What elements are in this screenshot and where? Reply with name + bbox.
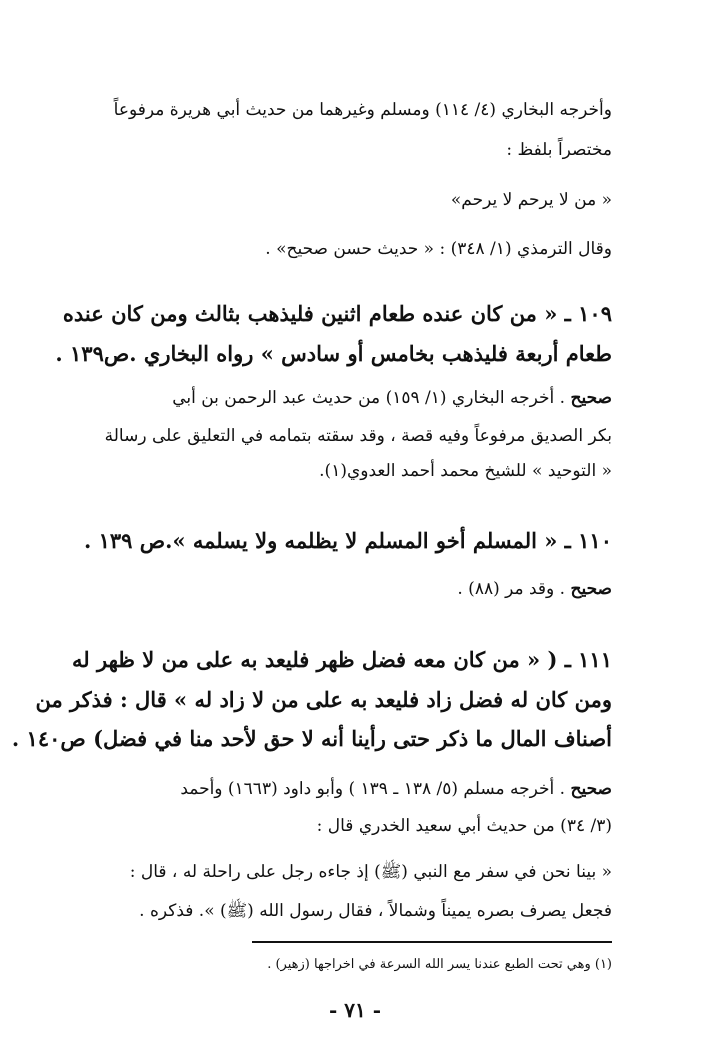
text-line: وأخرجه البخاري (٤/ ١١٤) ومسلم وغيرهما من حديث أبي هريرة مرفوعاً	[113, 100, 612, 120]
grading-label: صحيح	[570, 779, 612, 799]
grading-text: . وقد مر (٨٨) .	[457, 579, 571, 599]
grading-line	[80, 774, 612, 804]
text-line: مختصراً بلفظ :	[506, 140, 612, 160]
quote-line: « بينا نحن في سفر مع النبي (ﷺ) إذ جاءه رجل على راحلة له ، قال :	[129, 862, 612, 882]
quote-line: « من لا يرحم لا يرحم»	[450, 190, 612, 210]
hadith-109-heading-cont: طعام أربعة فليذهب بخامس أو سادس » رواه البخاري .ص١٣٩ .	[55, 341, 612, 366]
hadith-111-heading: ١١١ ـ ( « من كان معه فضل ظهر فليعد به على من لا ظهر له	[72, 647, 612, 672]
hadith-111-heading-cont: ومن كان له فضل زاد فليعد به على من لا زاد له » قال : فذكر من	[35, 687, 612, 712]
grading-label: صحيح	[570, 388, 612, 408]
grading-text: . أخرجه مسلم (٥/ ١٣٨ ـ ١٣٩ ) وأبو داود (١٦٦٣) وأحمد	[180, 779, 571, 799]
grading-line	[80, 383, 612, 413]
text-line: بكر الصديق مرفوعاً وفيه قصة ، وقد سقته بتمامه في التعليق على رسالة	[104, 426, 612, 446]
page-number: - ٧١ -	[328, 998, 381, 1022]
hadith-109-heading: ١٠٩ ـ « من كان عنده طعام اثنين فليذهب بثالث ومن كان عنده	[62, 301, 612, 326]
grading-label: صحيح	[570, 579, 612, 599]
grading-text: . أخرجه البخاري (١/ ١٥٩) من حديث عبد الرحمن بن أبي	[172, 388, 571, 408]
hadith-110-heading: ١١٠ ـ « المسلم أخو المسلم لا يظلمه ولا يسلمه ».ص ١٣٩ .	[83, 528, 612, 553]
text-line: وقال الترمذي (١/ ٣٤٨) : « حديث حسن صحيح» .	[265, 239, 612, 259]
text-line: « التوحيد » للشيخ محمد أحمد العدوي(١).	[319, 461, 612, 481]
footnote: (١) وهي تحت الطبع عندنا يسر الله السرعة في اخراجها (زهير) .	[267, 957, 612, 972]
text-line: (٣/ ٣٤) من حديث أبي سعيد الخدري قال :	[316, 816, 612, 836]
quote-line: فجعل يصرف بصره يميناً وشمالاً ، فقال رسول الله (ﷺ) ». فذكره .	[139, 901, 612, 921]
footnote-separator	[252, 941, 612, 943]
grading-line	[80, 574, 612, 604]
hadith-111-heading-cont: أصناف المال ما ذكر حتى رأينا أنه لا حق لأحد منا في فضل) ص١٤٠ .	[11, 726, 612, 751]
